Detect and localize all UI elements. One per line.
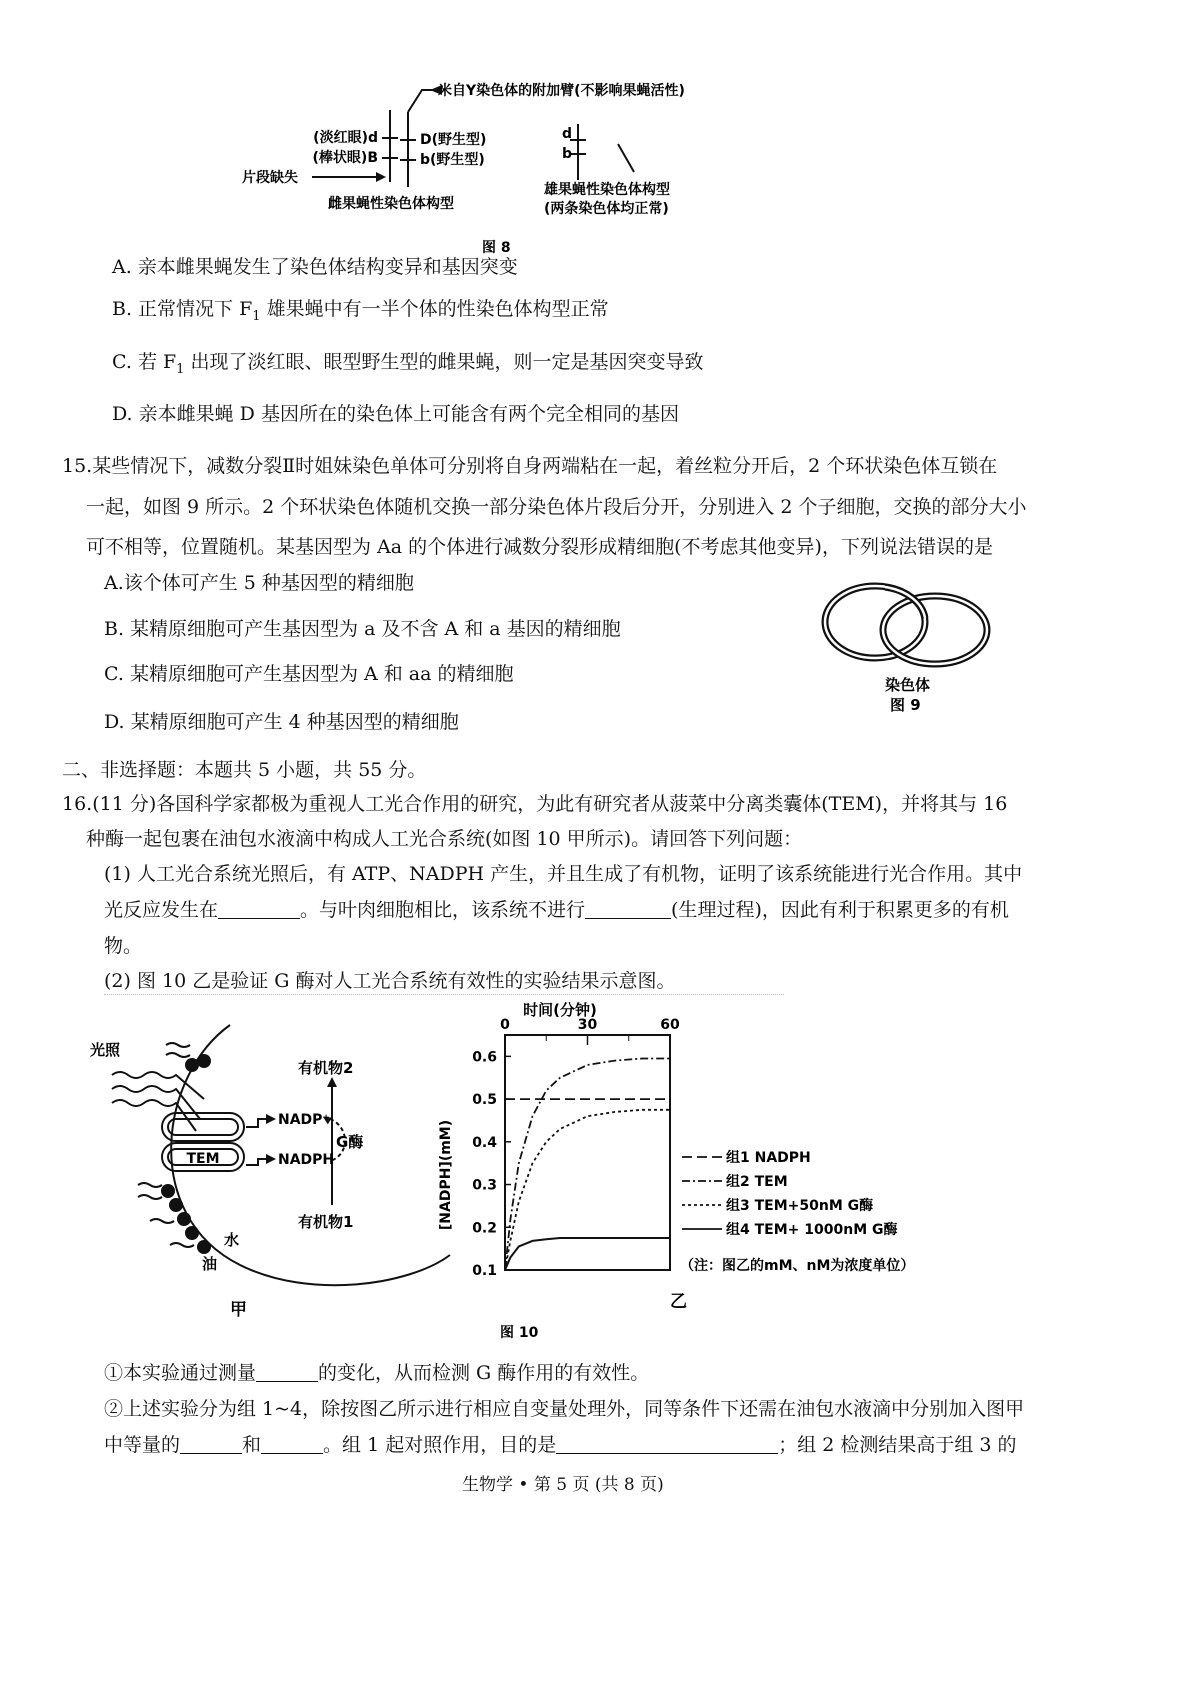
- y-tick-label: 0.4: [472, 1134, 497, 1151]
- figure-9-caption: 染色体: [885, 676, 931, 694]
- page-footer: 生物学 • 第 5 页 (共 8 页): [462, 1475, 664, 1495]
- x-tick-label: 60: [660, 1017, 680, 1033]
- g-enzyme-label: G酶: [336, 1133, 364, 1151]
- section-2-heading: 二、非选择题：本题共 5 小题，共 55 分。: [62, 759, 427, 781]
- q15-option-c: C. 某精原细胞可产生基因型为 A 和 aa 的精细胞: [104, 663, 514, 685]
- q15-option-d: D. 某精原细胞可产生 4 种基因型的精细胞: [104, 711, 459, 733]
- nadph-label: NADPH: [278, 1152, 335, 1168]
- male-gene-d: d: [562, 126, 573, 142]
- oil-label: 油: [202, 1255, 218, 1273]
- y-arm-note: 米自Y染色体的附加臂(不影响果蝇活性): [438, 83, 685, 99]
- x-tick-label: 0: [500, 1017, 510, 1033]
- male-caption-1: 雄果蝇性染色体构型: [544, 182, 670, 198]
- figure-8: [240, 72, 800, 257]
- series-line-group-4: [505, 1238, 670, 1270]
- water-label: 水: [224, 1231, 240, 1249]
- q14-option-c: C. 若 $F_1$ 出现了淡红眼、眼型野生型的雌果蝇，则一定是基因突变导致: [112, 351, 704, 377]
- nadp-label: NADP⁺: [278, 1112, 330, 1128]
- chart-y-axis-title: [NADPH](mM): [438, 1119, 454, 1231]
- q15-stem-3: 可不相等，位置随机。某基因型为 Aa 的个体进行减数分裂形成精细胞(不考虑其他变异)，下列说法错误的是: [86, 536, 993, 558]
- male-caption-2: (两条染色体均正常): [544, 201, 669, 217]
- y-tick-label: 0.3: [472, 1177, 497, 1194]
- figure-10-label: 图 10: [500, 1325, 539, 1341]
- male-gene-b: b: [562, 146, 573, 162]
- legend-label-group-4: 组4 TEM+ 1000nM G酶: [726, 1222, 898, 1238]
- gene-b: b(野生型): [420, 152, 485, 168]
- figure-9: [815, 580, 1000, 720]
- q16-stem-1: 16.(11 分)各国科学家都极为重视人工光合作用的研究，为此有研究者从菠菜中分离类囊体(TEM)，并将其与 16: [62, 793, 1008, 815]
- blank-process[interactable]: [585, 900, 671, 919]
- chart-plot-frame: [505, 1035, 670, 1270]
- panel-a-label: 甲: [230, 1300, 247, 1320]
- deletion-label: 片段缺失: [242, 170, 298, 186]
- q16-sub2-line2: 中等量的 和 。组 1 起对照作用，目的是 ；组 2 检测结果高于组 3 的: [104, 1434, 1017, 1456]
- q16-part1-line3: 物。: [104, 935, 143, 957]
- organic-1-label: 有机物1: [298, 1213, 354, 1231]
- blank-add-1[interactable]: [180, 1435, 242, 1454]
- organic-2-label: 有机物2: [298, 1059, 354, 1077]
- q16-part1-line1: (1) 人工光合系统光照后，有 ATP、NADPH 产生，并且生成了有机物，证明了该系统能进行光合作用。其中: [104, 863, 1023, 885]
- q14-option-d: D. 亲本雌果蝇 D 基因所在的染色体上可能含有两个完全相同的基因: [112, 403, 679, 425]
- figure-9-label: 图 9: [890, 696, 921, 714]
- gene-pale-red: (淡红眼)d: [313, 130, 378, 146]
- q16-stem-2: 种酶一起包裹在油包水液滴中构成人工光合系统(如图 10 甲所示)。请回答下列问题：: [86, 828, 803, 850]
- y-tick-label: 0.6: [472, 1049, 497, 1066]
- q14-option-b: B. 正常情况下 $F_1$ 雄果蝇中有一半个体的性染色体构型正常: [112, 298, 609, 324]
- blank-light-reaction-site[interactable]: [218, 900, 300, 919]
- figure-10-a: [80, 1015, 460, 1325]
- tem-label: TEM: [186, 1151, 220, 1167]
- legend-label-group-3: 组3 TEM+50nM G酶: [726, 1198, 874, 1214]
- figure-10-b-chart: [430, 995, 970, 1345]
- q16-sub2-line1: ②上述实验分为组 1~4，除按图乙所示进行相应自变量处理外，同等条件下还需在油包水液滴中分别加入图甲: [104, 1398, 1025, 1420]
- panel-b-label: 乙: [670, 1292, 687, 1312]
- gene-D: D(野生型): [420, 132, 487, 148]
- blank-measure[interactable]: [256, 1363, 318, 1382]
- light-label: 光照: [90, 1041, 121, 1059]
- y-tick-label: 0.1: [472, 1263, 497, 1279]
- female-caption: 雌果蝇性染色体构型: [328, 196, 454, 212]
- blank-add-2[interactable]: [261, 1435, 323, 1454]
- blank-purpose[interactable]: [556, 1435, 778, 1454]
- q16-part1-line2: 光反应发生在 。与叶肉细胞相比，该系统不进行 (生理过程)，因此有利于积累更多的有机: [104, 899, 1009, 921]
- x-tick-label: 30: [577, 1017, 598, 1033]
- gene-bar: (棒状眼)B: [312, 150, 378, 166]
- q14-option-a: A. 亲本雌果蝇发生了染色体结构变异和基因突变: [112, 256, 518, 278]
- y-tick-label: 0.2: [472, 1220, 497, 1237]
- figure-8-label: 图 8: [482, 240, 511, 256]
- q15-stem-2: 一起，如图 9 所示。2 个环状染色体随机交换一部分染色体片段后分开，分别进入 2 个子细胞，交换的部分大小: [86, 496, 1027, 518]
- legend-label-group-1: 组1 NADPH: [726, 1150, 811, 1166]
- q16-part2: (2) 图 10 乙是验证 G 酶对人工光合系统有效性的实验结果示意图。: [104, 970, 676, 992]
- series-line-group-3: [505, 1110, 670, 1270]
- legend-label-group-2: 组2 TEM: [726, 1174, 788, 1190]
- chart-note: （注：图乙的mM、nM为浓度单位）: [680, 1258, 915, 1274]
- y-tick-label: 0.5: [472, 1092, 497, 1109]
- q16-sub1: ①本实验通过测量 的变化，从而检测 G 酶作用的有效性。: [104, 1362, 650, 1384]
- q15-stem-1: 15.某些情况下，减数分裂Ⅱ时姐妹染色单体可分别将自身两端粘在一起，着丝粒分开后，2 个环状染色体互锁在: [62, 455, 998, 477]
- q15-option-a: A.该个体可产生 5 种基因型的精细胞: [104, 572, 414, 594]
- q15-option-b: B. 某精原细胞可产生基因型为 a 及不含 A 和 a 基因的精细胞: [104, 618, 621, 640]
- chart-x-axis-title: 时间(分钟): [523, 1001, 597, 1019]
